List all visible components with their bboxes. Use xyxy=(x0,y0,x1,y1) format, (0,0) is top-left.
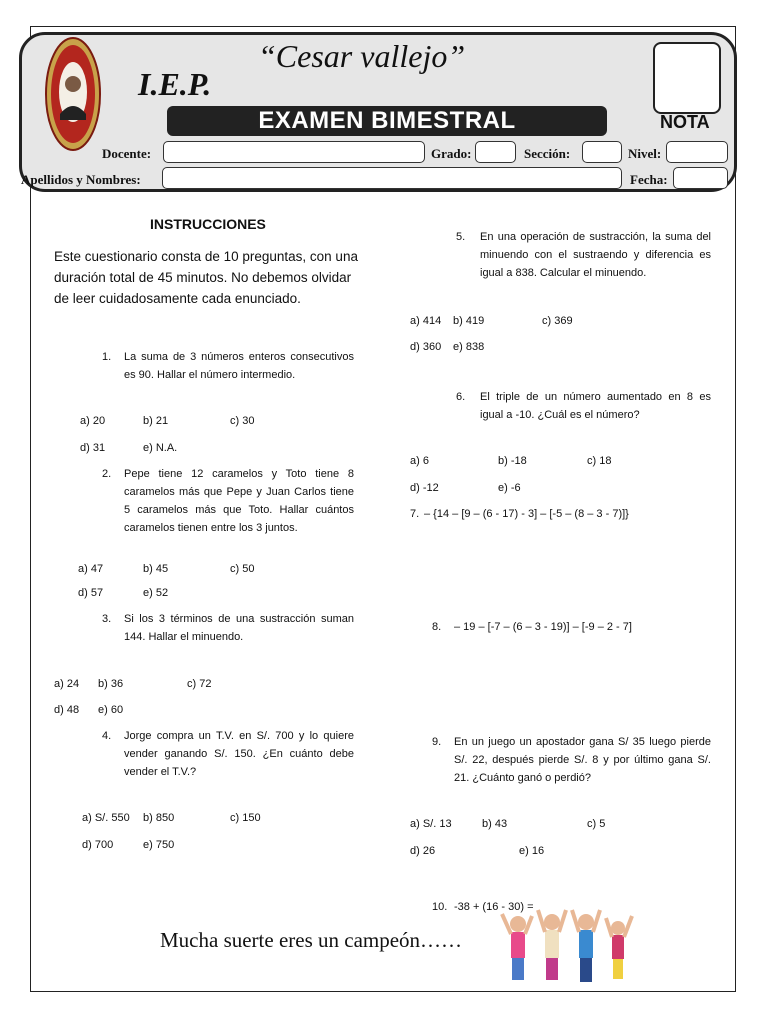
q1-option-a[interactable]: a) 20 xyxy=(80,415,106,427)
q2-option-c[interactable]: c) 50 xyxy=(230,563,255,575)
q10-text: -38 + (16 - 30) = xyxy=(454,901,534,913)
seccion-field[interactable] xyxy=(582,141,622,163)
q5-option-a[interactable]: a) 414 xyxy=(410,315,442,327)
fecha-field[interactable] xyxy=(673,167,728,189)
q2-option-a[interactable]: a) 47 xyxy=(78,563,104,575)
q1-number: 1. xyxy=(102,351,112,363)
q5-number: 5. xyxy=(456,231,466,243)
q9-option-e[interactable]: e) 16 xyxy=(519,845,545,857)
q3-option-a[interactable]: a) 24 xyxy=(54,678,80,690)
good-luck-message: Mucha suerte eres un campeón…… xyxy=(160,928,463,952)
q3-option-b[interactable]: b) 36 xyxy=(98,678,124,690)
school-name: “Cesar vallejo” xyxy=(258,38,466,74)
grado-field[interactable] xyxy=(475,141,516,163)
q3-text: Si los 3 términos de una sustracción suman 144. Hallar el minuendo. xyxy=(124,613,354,643)
q10-number: 10. xyxy=(432,901,448,913)
q4-option-b[interactable]: b) 850 xyxy=(143,812,175,824)
q9-option-d[interactable]: d) 26 xyxy=(410,845,436,857)
q3-option-e[interactable]: e) 60 xyxy=(98,704,124,716)
q3-number: 3. xyxy=(102,613,112,625)
q5-option-e[interactable]: e) 838 xyxy=(453,341,485,353)
q1-text: La suma de 3 números enteros consecutivos es 90. Hallar el número intermedio. xyxy=(124,351,354,381)
children-cheering-icon xyxy=(498,902,638,990)
q6-text: El triple de un número aumentado en 8 es igual a -10. ¿Cuál es el número? xyxy=(480,391,711,421)
q2-text: Pepe tiene 12 caramelos y Toto tiene 8 caramelos más que Pepe y Juan Carlos tiene 5 caramelos más que Toto. Hallar cuántos caramelos tienen entre los 3 juntos. xyxy=(124,468,354,534)
q4-text: Jorge compra un T.V. en S/. 700 y lo quiere vender ganando S/. 150. ¿En cuánto debe vender el T.V.? xyxy=(124,730,354,778)
instructions-body: Este cuestionario consta de 10 preguntas, con una duración total de 45 minutos. No debemos olvidar de leer cuidadosamente cada enunciado. xyxy=(54,249,358,306)
q3-option-c[interactable]: c) 72 xyxy=(187,678,212,690)
q2-option-d[interactable]: d) 57 xyxy=(78,587,104,599)
q8-number: 8. xyxy=(432,621,442,633)
q2-option-b[interactable]: b) 45 xyxy=(143,563,169,575)
q1-option-b[interactable]: b) 21 xyxy=(143,415,169,427)
q9-option-a[interactable]: a) S/. 13 xyxy=(410,818,452,830)
seccion-label: Sección: xyxy=(524,146,571,161)
q1-option-d[interactable]: d) 31 xyxy=(80,442,106,454)
q7-number: 7. xyxy=(410,508,420,520)
apellidos-label: Apellidos y Nombres: xyxy=(21,172,141,187)
q5-text: En una operación de sustracción, la suma del minuendo con el sustraendo y diferencia es igual a 838. Calcular el minuendo. xyxy=(480,231,711,279)
q7-text: – {14 – [9 – (6 - 17) - 3] – [-5 – (8 – 3 - 7)]} xyxy=(424,508,629,520)
q4-option-c[interactable]: c) 150 xyxy=(230,812,261,824)
q9-text: En un juego un apostador gana S/ 35 luego pierde S/. 22, después pierde S/. 8 y por último gana S/. 21. ¿Cuánto ganó o perdió? xyxy=(454,736,711,784)
q4-number: 4. xyxy=(102,730,112,742)
fecha-label: Fecha: xyxy=(630,172,668,187)
q6-option-a[interactable]: a) 6 xyxy=(410,455,429,467)
q4-option-e[interactable]: e) 750 xyxy=(143,839,175,851)
nivel-label: Nivel: xyxy=(628,146,662,161)
q2-option-e[interactable]: e) 52 xyxy=(143,587,169,599)
nivel-field[interactable] xyxy=(666,141,728,163)
q6-option-b[interactable]: b) -18 xyxy=(498,455,527,467)
q9-option-b[interactable]: b) 43 xyxy=(482,818,508,830)
q6-option-d[interactable]: d) -12 xyxy=(410,482,439,494)
docente-field[interactable] xyxy=(163,141,425,163)
exam-title: EXAMEN BIMESTRAL xyxy=(167,106,607,136)
q4-option-d[interactable]: d) 700 xyxy=(82,839,114,851)
q6-option-c[interactable]: c) 18 xyxy=(587,455,612,467)
grado-label: Grado: xyxy=(431,146,472,161)
instructions-title: INSTRUCCIONES xyxy=(150,216,266,232)
nota-box[interactable] xyxy=(653,42,721,114)
q6-option-e[interactable]: e) -6 xyxy=(498,482,521,494)
q8-text: – 19 – [-7 – (6 – 3 - 19)] – [-9 – 2 - 7] xyxy=(454,621,632,633)
apellidos-field[interactable] xyxy=(162,167,622,189)
q1-option-e[interactable]: e) N.A. xyxy=(143,442,178,454)
q1-option-c[interactable]: c) 30 xyxy=(230,415,255,427)
school-logo-icon xyxy=(44,36,102,152)
q3-option-d[interactable]: d) 48 xyxy=(54,704,80,716)
q2-number: 2. xyxy=(102,468,112,480)
q5-option-c[interactable]: c) 369 xyxy=(542,315,573,327)
q9-number: 9. xyxy=(432,736,442,748)
q9-option-c[interactable]: c) 5 xyxy=(587,818,606,830)
q5-option-b[interactable]: b) 419 xyxy=(453,315,485,327)
q6-number: 6. xyxy=(456,391,466,403)
docente-label: Docente: xyxy=(102,146,152,161)
q5-option-d[interactable]: d) 360 xyxy=(410,341,442,353)
q4-option-a[interactable]: a) S/. 550 xyxy=(82,812,130,824)
iep-label: I.E.P. xyxy=(138,66,212,102)
nota-label: NOTA xyxy=(660,112,710,132)
